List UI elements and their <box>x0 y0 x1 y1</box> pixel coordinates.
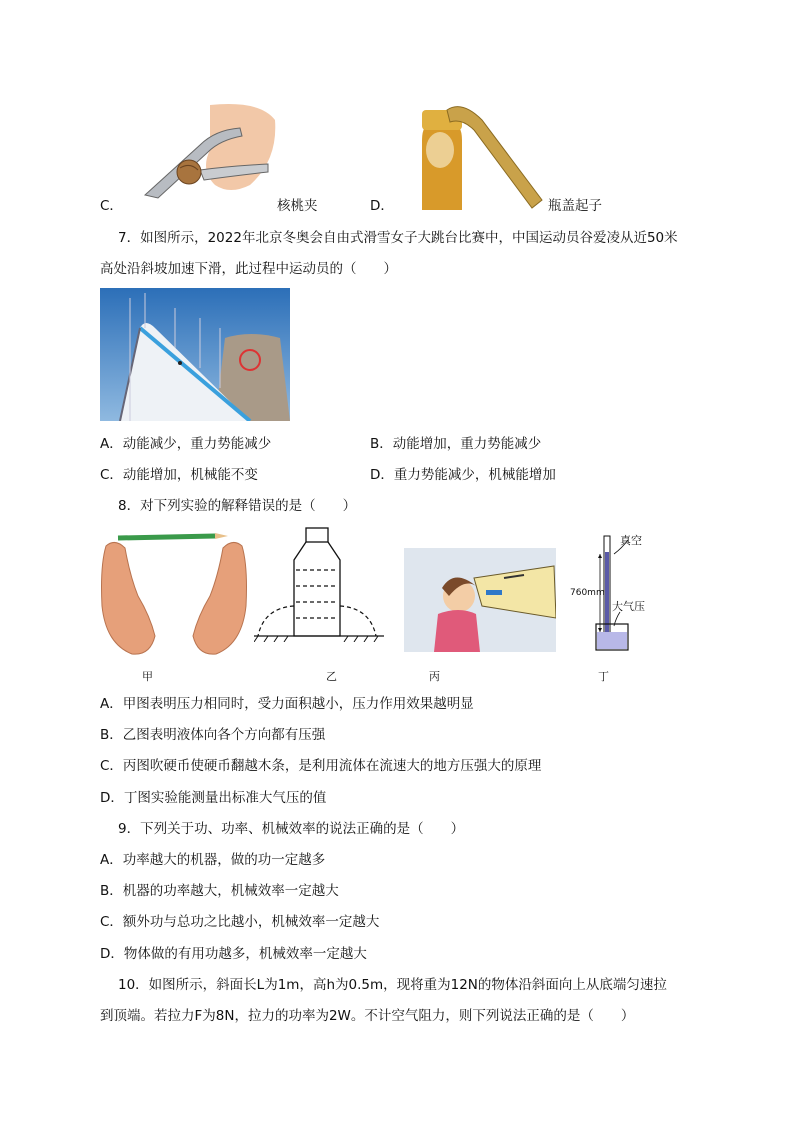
ding-vacuum-label: 真空 <box>620 534 642 547</box>
q6-option-c-caption: 核桃夹 <box>277 198 318 214</box>
q7-stem-line1: 7．如图所示，2022年北京冬奥会自由式滑雪女子大跳台比赛中，中国运动员谷爱凌从近50米 <box>118 230 678 246</box>
nutcracker-illustration <box>140 100 280 200</box>
q9-option-a[interactable]: A．功率越大的机器，做的功一定越多 <box>100 852 326 868</box>
q9-option-b[interactable]: B．机器的功率越大，机械效率一定越大 <box>100 883 339 899</box>
q7-stem-line2: 高处沿斜坡加速下滑，此过程中运动员的（ ） <box>100 261 397 277</box>
q10-stem-line2: 到顶端。若拉力F为8N，拉力的功率为2W。不计空气阻力，则下列说法正确的是（ ） <box>100 1008 635 1024</box>
figure-jia-pencil <box>100 526 248 660</box>
figure-label-bing: 丙 <box>429 670 440 683</box>
q7-option-c[interactable]: C．动能增加，机械能不变 <box>100 467 258 483</box>
q8-option-d[interactable]: D．丁图实验能测量出标准大气压的值 <box>100 790 327 806</box>
figure-label-jia: 甲 <box>142 670 153 683</box>
bottle-opener-figure <box>392 100 552 210</box>
nutcracker-figure <box>140 100 280 200</box>
q8-stem: 8．对下列实验的解释错误的是（ ） <box>118 498 357 514</box>
ding-height-label: 760mm <box>570 588 605 598</box>
bottle-opener-illustration <box>392 100 552 210</box>
figure-label-ding: 丁 <box>598 670 609 683</box>
q8-option-a[interactable]: A．甲图表明压力相同时，受力面积越小，压力作用效果越明显 <box>100 696 474 712</box>
q8-option-b[interactable]: B．乙图表明液体向各个方向都有压强 <box>100 727 326 743</box>
blowing-coin-illustration <box>404 548 556 652</box>
q7-option-b[interactable]: B．动能增加，重力势能减少 <box>370 436 542 452</box>
q6-option-d-letter[interactable]: D． <box>370 198 394 214</box>
pencil-hands-illustration <box>100 526 248 660</box>
ski-jump-illustration <box>100 288 290 421</box>
q6-option-d-caption: 瓶盖起子 <box>548 198 602 214</box>
figure-yi-bottle <box>254 526 384 642</box>
q7-option-a[interactable]: A．动能减少，重力势能减少 <box>100 436 272 452</box>
q9-option-c[interactable]: C．额外功与总功之比越小，机械效率一定越大 <box>100 914 380 930</box>
q6-option-c-letter[interactable]: C． <box>100 198 123 214</box>
figure-label-yi: 乙 <box>326 670 337 683</box>
figure-bing-coin <box>404 548 556 652</box>
q7-option-d[interactable]: D．重力势能减少，机械能增加 <box>370 467 556 483</box>
q10-stem-line1: 10．如图所示，斜面长L为1m，高h为0.5m，现将重为12N的物体沿斜面向上从底端匀速拉 <box>118 977 667 993</box>
q9-option-d[interactable]: D．物体做的有用功越多，机械效率一定越大 <box>100 946 367 962</box>
bottle-holes-illustration <box>254 526 384 642</box>
ding-atm-label: 大气压 <box>612 600 645 613</box>
q8-option-c[interactable]: C．丙图吹硬币使硬币翻越木条，是利用流体在流速大的地方压强大的原理 <box>100 758 542 774</box>
ski-jump-photo <box>100 288 290 421</box>
q9-stem: 9．下列关于功、功率、机械效率的说法正确的是（ ） <box>118 821 465 837</box>
